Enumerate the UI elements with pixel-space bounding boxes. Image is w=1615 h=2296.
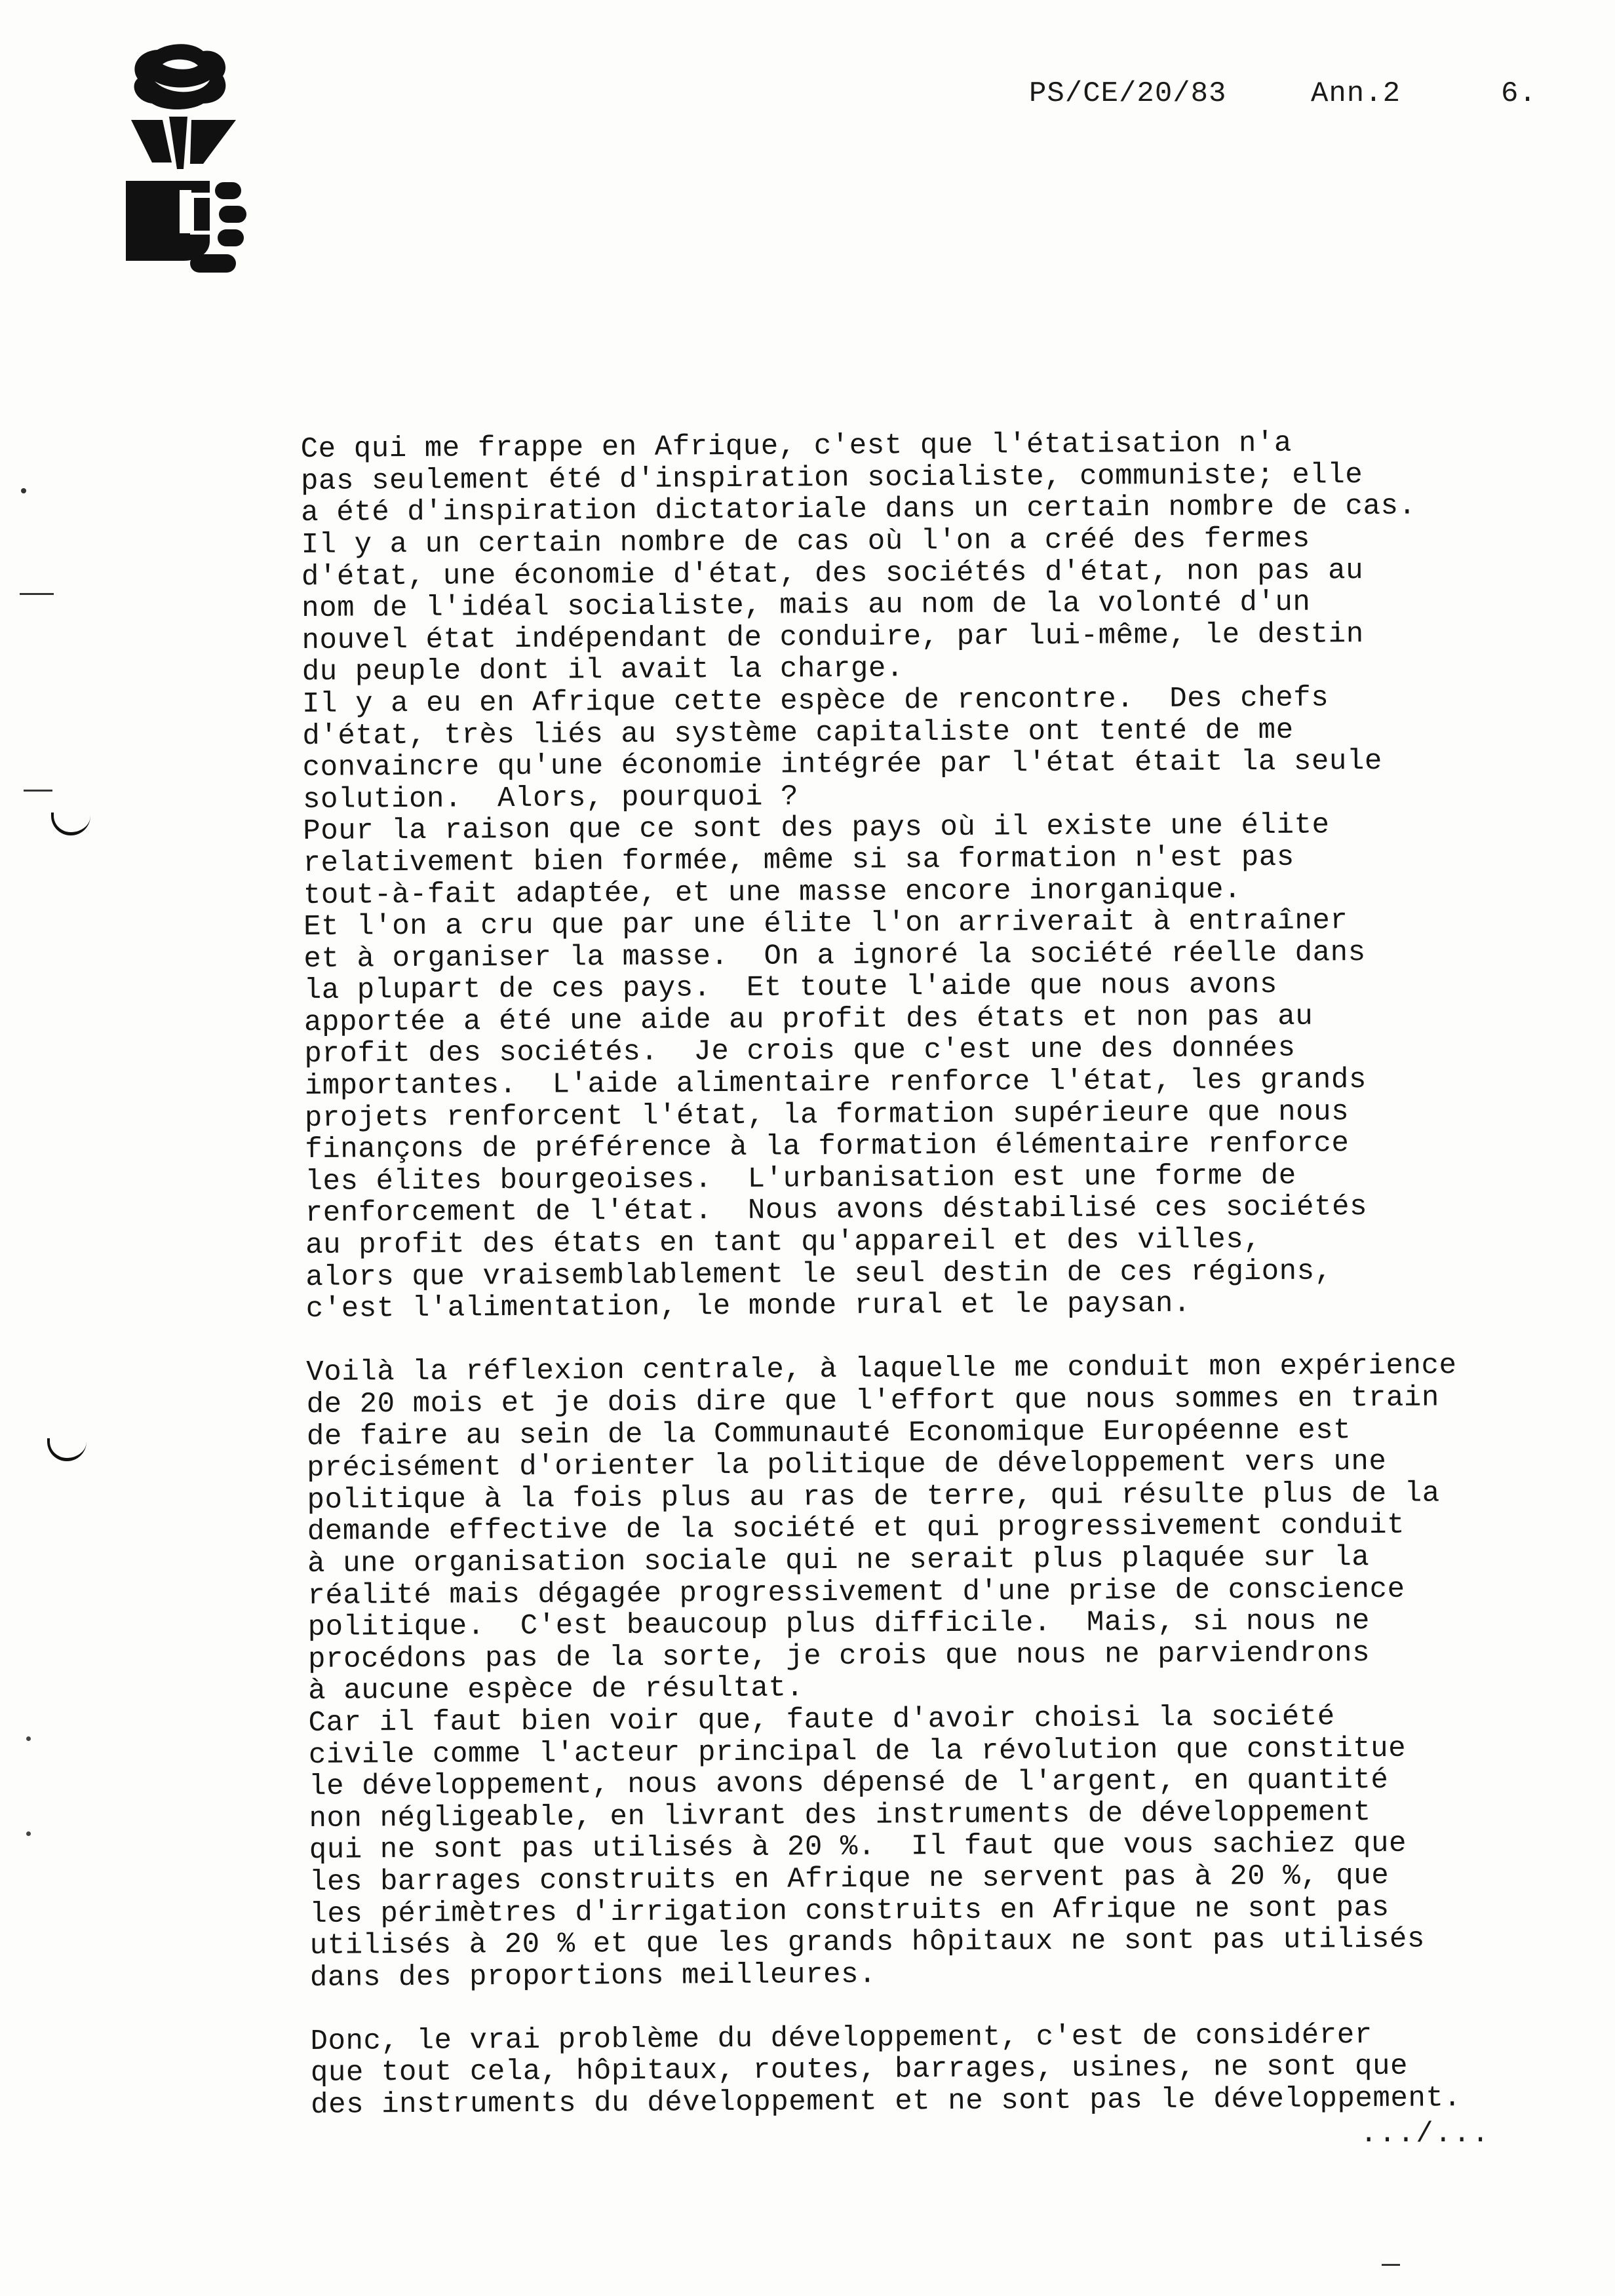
text-line: la plupart de ces pays. Et toute l'aide que nous avons xyxy=(303,968,1278,1008)
text-line: a été d'inspiration dictatoriale dans un certain nombre de cas. xyxy=(301,489,1416,530)
text-line: importantes. L'aide alimentaire renforce l'état, les grands xyxy=(304,1063,1367,1103)
text-line: politique à la fois plus au ras de terre, qui résulte plus de la xyxy=(307,1477,1440,1517)
text-line: d'état, une économie d'état, des sociétés d'état, non pas au xyxy=(301,554,1364,594)
text-line: Donc, le vrai problème du développement, c'est de considérer xyxy=(310,2018,1372,2058)
fist-and-rose-icon xyxy=(111,38,262,274)
text-line: réalité mais dégagée progressivement d'une prise de conscience xyxy=(307,1573,1405,1613)
text-line: convaincre qu'une économie intégrée par l'état était la seule xyxy=(302,745,1383,785)
text-line: pas seulement été d'inspiration socialiste, communiste; elle xyxy=(300,458,1363,498)
hole-punch-mark xyxy=(47,1438,87,1461)
text-line: Car il faut bien voir que, faute d'avoir choisi la société xyxy=(308,1700,1335,1740)
text-line: les périmètres d'irrigation construits en Afrique ne sont pas xyxy=(309,1891,1390,1931)
text-line: des instruments du développement et ne sont pas le développement. xyxy=(311,2082,1462,2122)
text-line: d'état, très liés au système capitaliste ont tenté de me xyxy=(302,714,1294,753)
text-line: de 20 mois et je dois dire que l'effort que nous sommes en train xyxy=(306,1381,1440,1421)
text-line: nouvel état indépendant de conduire, par lui-même, le destin xyxy=(302,617,1364,657)
text-line: Voilà la réflexion centrale, à laquelle me conduit mon expérience xyxy=(306,1349,1457,1390)
text-line: à aucune espèce de résultat. xyxy=(308,1672,804,1708)
text-line: civile comme l'acteur principal de la révolution que constitue xyxy=(308,1732,1407,1772)
text-line: profit des sociétés. Je crois que c'est une des données xyxy=(304,1032,1296,1071)
text-line: Et l'on a cru que par une élite l'on arriverait à entraîner xyxy=(303,904,1348,944)
text-line: politique. C'est beaucoup plus difficile. Mais, si nous ne xyxy=(307,1605,1371,1645)
text-line: procédons pas de la sorte, je crois que nous ne parviendrons xyxy=(307,1636,1371,1676)
paragraph xyxy=(306,1350,1568,1995)
text-line: relativement bien formée, même si sa formation n'est pas xyxy=(303,841,1294,880)
paragraph xyxy=(310,2018,1569,2122)
margin-dash xyxy=(1382,2264,1400,2266)
text-line: Ce qui me frappe en Afrique, c'est que l'étatisation n'a xyxy=(300,427,1293,467)
text-line: qui ne sont pas utilisés à 20 %. Il faut que vous sachiez que xyxy=(309,1827,1407,1867)
text-line: que tout cela, hôpitaux, routes, barrages, usines, ne sont que xyxy=(310,2050,1409,2090)
text-line: alors que vraisemblablement le seul destin de ces régions, xyxy=(305,1255,1333,1294)
text-line: dans des proportions meilleures. xyxy=(309,1958,877,1995)
annex-label: Ann.2 xyxy=(1311,77,1401,110)
text-line: au profit des états en tant qu'appareil et des villes, xyxy=(305,1223,1262,1263)
text-line: apportée a été une aide au profit des états et non pas au xyxy=(303,1000,1313,1039)
letter-body xyxy=(300,362,1570,2185)
text-line: Il y a eu en Afrique cette espèce de rencontre. Des chefs xyxy=(302,681,1329,721)
text-line: utilisés à 20 % et que les grands hôpitaux ne sont pas utilisés xyxy=(309,1923,1426,1963)
margin-dot xyxy=(26,1736,31,1741)
text-line: du peuple dont il avait la charge. xyxy=(302,652,905,689)
page-number: 6. xyxy=(1501,77,1537,110)
margin-dash xyxy=(20,593,54,595)
text-line: les barrages construits en Afrique ne servent pas à 20 %, que xyxy=(309,1859,1390,1899)
margin-dot xyxy=(26,1831,31,1836)
text-line: demande effective de la société et qui progressivement conduit xyxy=(307,1509,1405,1549)
text-line: finançons de préférence à la formation élémentaire renforce xyxy=(305,1127,1350,1167)
text-line: nom de l'idéal socialiste, mais au nom de la volonté d'un xyxy=(302,586,1311,626)
text-line: de faire au sein de la Communauté Economique Européenne est xyxy=(306,1413,1352,1453)
margin-dot xyxy=(21,488,26,493)
text-line: à une organisation sociale qui ne serait plus plaquée sur la xyxy=(307,1541,1370,1580)
paragraph xyxy=(301,426,1565,1325)
text-line: renforcement de l'état. Nous avons déstabilisé ces sociétés xyxy=(305,1191,1368,1231)
margin-dash xyxy=(24,790,52,792)
hole-punch-mark xyxy=(51,813,90,835)
text-line: et à organiser la masse. On a ignoré la société réelle dans xyxy=(303,936,1366,976)
document-reference: PS/CE/20/83 xyxy=(1029,77,1227,110)
continuation-marker: .../... xyxy=(1360,2118,1490,2151)
text-line: les élites bourgeoises. L'urbanisation est une forme de xyxy=(305,1159,1296,1198)
text-line: précisément d'orienter la politique de développement vers une xyxy=(307,1445,1387,1485)
text-line: tout-à-fait adaptée, et une masse encore inorganique. xyxy=(303,873,1242,912)
text-line: Pour la raison que ce sont des pays où il existe une élite xyxy=(303,809,1330,849)
text-line: projets renforcent l'état, la formation supérieure que nous xyxy=(304,1095,1350,1135)
text-line: Il y a un certain nombre de cas où l'on a créé des fermes xyxy=(301,522,1311,562)
text-line: non négligeable, en livrant des instruments de développement xyxy=(309,1795,1371,1835)
text-line: c'est l'alimentation, le monde rural et le paysan. xyxy=(305,1287,1192,1326)
text-line: le développement, nous avons dépensé de l'argent, en quantité xyxy=(309,1764,1389,1804)
text-line: solution. Alors, pourquoi ? xyxy=(302,780,799,816)
